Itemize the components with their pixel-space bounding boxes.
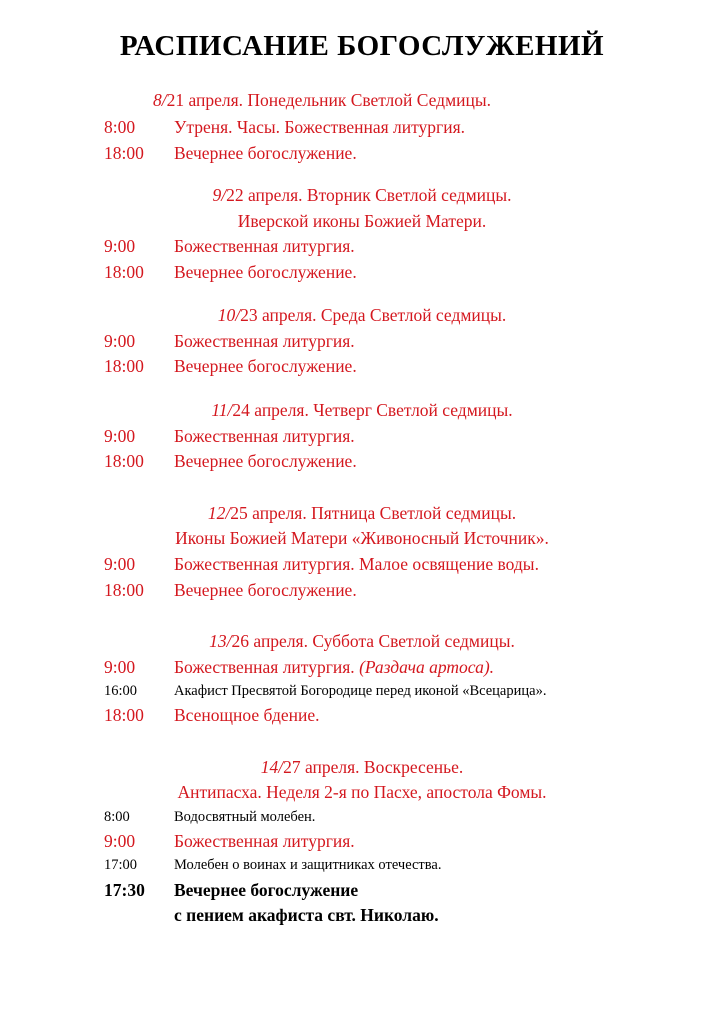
day-heading: 11/24 апреля. Четверг Светлой седмицы. xyxy=(211,400,513,420)
day-heading: 8/21 апреля. Понедельник Светлой Седмицы. xyxy=(152,90,492,110)
day-heading: 12/25 апреля. Пятница Светлой седмицы. xyxy=(207,503,517,523)
day-feast: Иконы Божией Матери «Живоносный Источник». xyxy=(175,528,549,548)
page-title: РАСПИСАНИЕ БОГОСЛУЖЕНИЙ xyxy=(119,30,605,62)
day-feast: Иверской иконы Божией Матери. xyxy=(237,211,487,231)
day-heading: 14/27 апреля. Воскресенье. xyxy=(260,757,464,777)
day-heading: 10/23 апреля. Среда Светлой седмицы. xyxy=(217,305,507,325)
day-heading: 13/26 апреля. Суббота Светлой седмицы. xyxy=(209,631,515,651)
day-heading: 9/22 апреля. Вторник Светлой седмицы. xyxy=(212,185,512,205)
day-feast: Антипасха. Неделя 2-я по Пасхе, апостола Фомы. xyxy=(177,782,547,802)
